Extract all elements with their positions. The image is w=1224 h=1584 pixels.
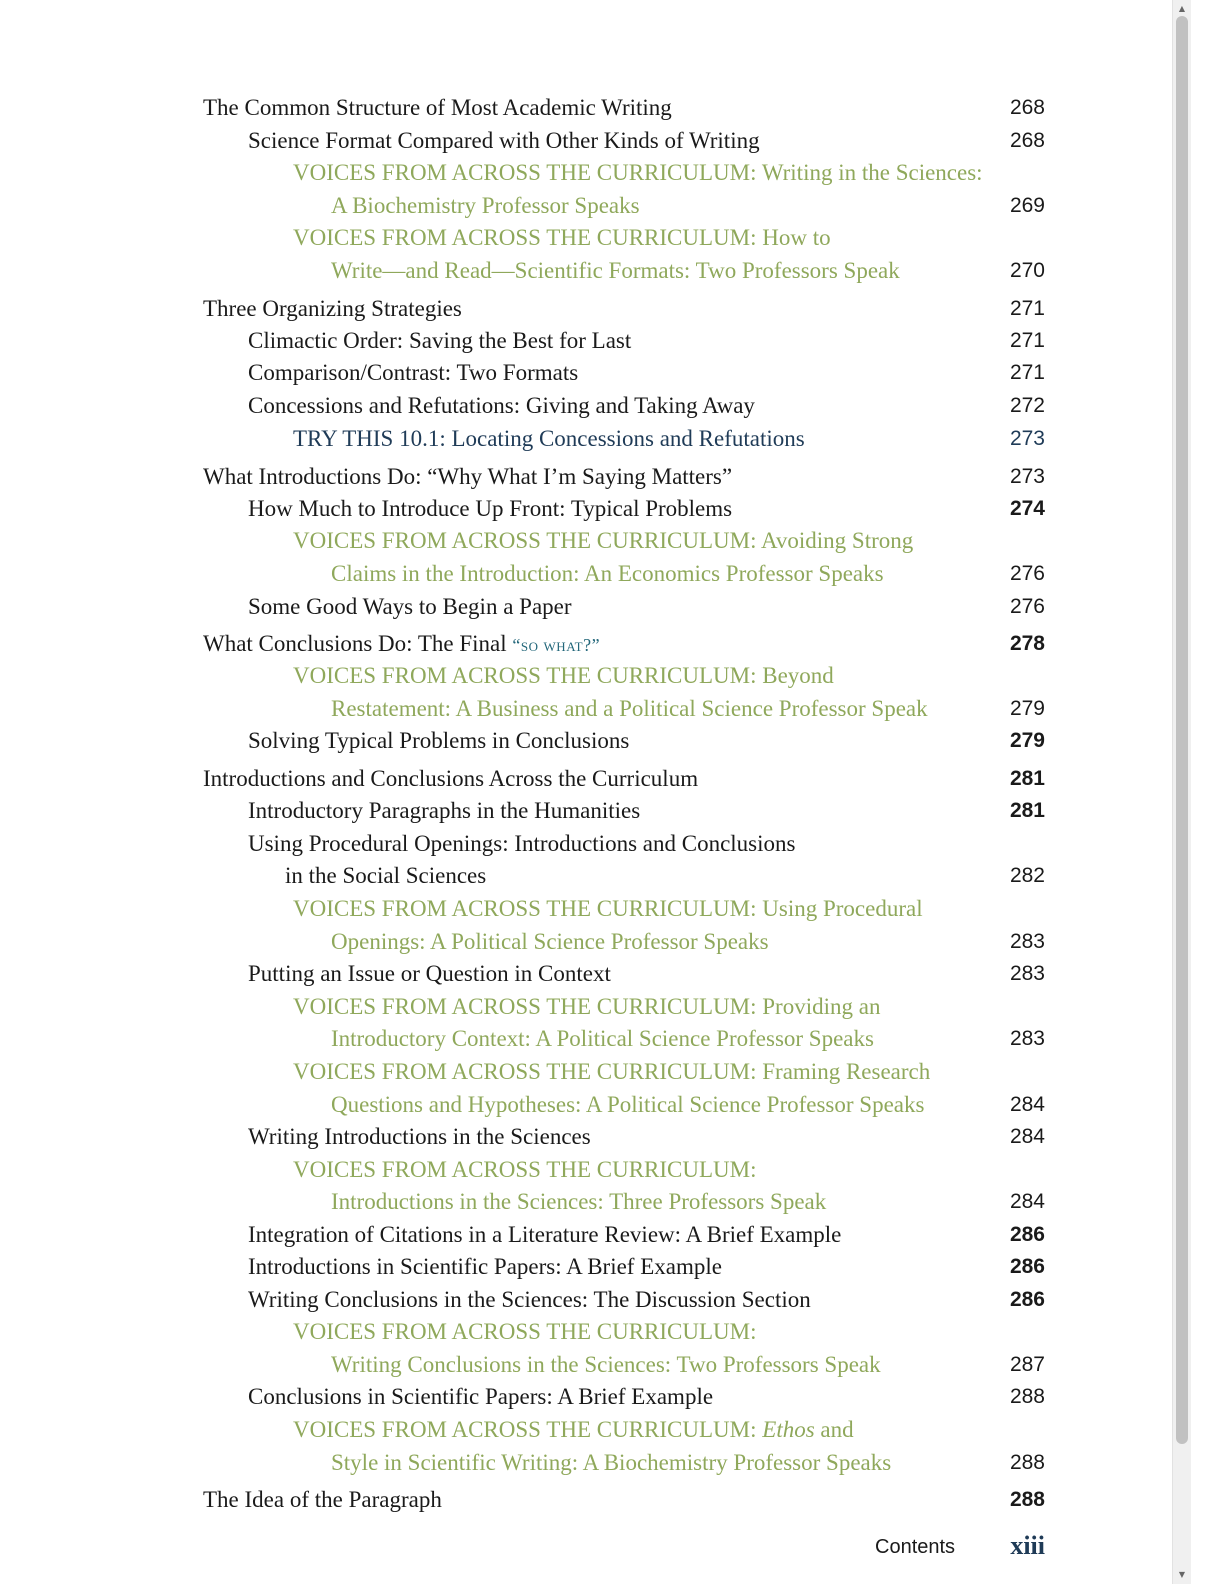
toc-entry-page: 281	[1009, 799, 1045, 822]
scrollbar-thumb[interactable]	[1176, 16, 1188, 1444]
toc-entry-title: VOICES FROM ACROSS THE CURRICULUM: Avoiding Strong	[293, 528, 914, 553]
ethos-italic: Ethos	[762, 1417, 815, 1442]
toc-entry-title: What Introductions Do: “Why What I’m Saying Matters”	[203, 464, 733, 489]
toc-entry-page: 271	[1009, 361, 1045, 384]
toc-entry-page: 276	[1009, 562, 1045, 585]
toc-entry-page: 288	[1009, 1385, 1045, 1408]
toc-entry-page: 274	[1009, 497, 1045, 520]
toc-entry-page: 269	[1009, 194, 1045, 217]
toc-entry-title: VOICES FROM ACROSS THE CURRICULUM: Beyond	[293, 663, 834, 688]
toc-entry-page: 288	[1009, 1451, 1045, 1474]
toc-entry-title: Concessions and Refutations: Giving and Taking Away	[248, 393, 755, 418]
toc-entry-title: in the Social Sciences	[285, 863, 487, 888]
toc-entry-title: VOICES FROM ACROSS THE CURRICULUM:	[293, 1319, 757, 1344]
toc-entry-title: Three Organizing Strategies	[203, 296, 462, 321]
toc-entry-page: 279	[1009, 729, 1045, 752]
toc-entry-page: 273	[1009, 427, 1045, 450]
toc-entry-page: 278	[1009, 632, 1045, 655]
toc-entry-title: VOICES FROM ACROSS THE CURRICULUM: How to	[293, 225, 831, 250]
toc-entry-title: Comparison/Contrast: Two Formats	[248, 360, 579, 385]
toc-entry-title: The Common Structure of Most Academic Writing	[203, 95, 672, 120]
vertical-scrollbar[interactable]	[1172, 0, 1191, 1584]
toc-entry-title: Restatement: A Business and a Political Science Professor Speak	[331, 696, 928, 721]
toc-entry-title: Questions and Hypotheses: A Political Science Professor Speaks	[331, 1092, 925, 1117]
toc-entry-title: Writing Conclusions in the Sciences: The Discussion Section	[248, 1287, 811, 1312]
toc-entry-page: 271	[1009, 297, 1045, 320]
running-footer-label: Contents	[875, 1536, 956, 1558]
toc-entry-page: 283	[1009, 930, 1045, 953]
scroll-down-arrow-icon[interactable]: ▼	[1178, 1570, 1186, 1579]
toc-entry-page: 287	[1009, 1353, 1045, 1376]
toc-entry-title: VOICES FROM ACROSS THE CURRICULUM: Providing an	[293, 994, 881, 1019]
toc-entry-title: VOICES FROM ACROSS THE CURRICULUM:	[293, 1157, 757, 1182]
toc-entry-title: The Idea of the Paragraph	[203, 1487, 442, 1512]
so-what-accent: “so what?”	[512, 635, 601, 655]
toc-entry-title: Science Format Compared with Other Kinds of Writing	[248, 128, 760, 153]
toc-entry-title: VOICES FROM ACROSS THE CURRICULUM: Framing Research	[293, 1059, 931, 1084]
toc-entry-title: Introductory Paragraphs in the Humanities	[248, 798, 641, 823]
toc-entry-title: Write—and Read—Scientific Formats: Two Professors Speak	[331, 258, 900, 283]
toc-entry-page: 268	[1009, 96, 1045, 119]
toc-entry-page: 268	[1009, 129, 1045, 152]
toc-entry-title-text: VOICES FROM ACROSS THE CURRICULUM:	[293, 1417, 763, 1442]
toc-entry-title: Writing Conclusions in the Sciences: Two Professors Speak	[331, 1352, 881, 1377]
toc-entry-page: 282	[1009, 864, 1045, 887]
toc-entry-page: 286	[1009, 1223, 1045, 1246]
toc-entry-title: TRY THIS 10.1: Locating Concessions and Refutations	[293, 426, 805, 451]
scroll-up-arrow-icon[interactable]: ▲	[1178, 4, 1186, 13]
toc-entry-title	[203, 628, 600, 661]
page-number: xiii	[1010, 1531, 1045, 1560]
toc-entry-title: VOICES FROM ACROSS THE CURRICULUM: Writing in the Sciences:	[293, 160, 983, 185]
toc-entry-page: 286	[1009, 1288, 1045, 1311]
toc-entry-page: 283	[1009, 1027, 1045, 1050]
toc-entry-page: 288	[1009, 1488, 1045, 1511]
toc-entry-title: VOICES FROM ACROSS THE CURRICULUM: Using Procedural	[293, 896, 923, 921]
toc-entry-title: Using Procedural Openings: Introductions and Conclusions	[248, 831, 796, 856]
toc-entry-page: 270	[1009, 259, 1045, 282]
toc-entry-page: 284	[1009, 1125, 1045, 1148]
toc-entry-title	[293, 1414, 854, 1446]
toc-entry-title: A Biochemistry Professor Speaks	[331, 193, 640, 218]
toc-entry-page: 286	[1009, 1255, 1045, 1278]
toc-entry-title: Introductions in the Sciences: Three Professors Speak	[331, 1189, 827, 1214]
toc-entry-page: 284	[1009, 1093, 1045, 1116]
toc-entry-title: Climactic Order: Saving the Best for Last	[248, 328, 632, 353]
toc-entry-page: 273	[1009, 465, 1045, 488]
toc-entry-title: Style in Scientific Writing: A Biochemistry Professor Speaks	[331, 1450, 892, 1475]
toc-entry-title-text: What Conclusions Do: The Final	[203, 631, 513, 656]
toc-entry-page: 283	[1009, 962, 1045, 985]
toc-entry-title: Integration of Citations in a Literature Review: A Brief Example	[248, 1222, 842, 1247]
toc-entry-title: Putting an Issue or Question in Context	[248, 961, 611, 986]
toc-entry-title: How Much to Introduce Up Front: Typical Problems	[248, 496, 733, 521]
toc-entry-page: 284	[1009, 1190, 1045, 1213]
toc-entry-title: Openings: A Political Science Professor Speaks	[331, 929, 769, 954]
toc-entry-title: Introductions and Conclusions Across the Curriculum	[203, 766, 699, 791]
toc-entry-page: 272	[1009, 394, 1045, 417]
toc-entry-title: Claims in the Introduction: An Economics Professor Speaks	[331, 561, 884, 586]
toc-entry-page: 276	[1009, 595, 1045, 618]
toc-entry-title: Some Good Ways to Begin a Paper	[248, 594, 572, 619]
toc-entry-page: 281	[1009, 767, 1045, 790]
toc-entry-title: Writing Introductions in the Sciences	[248, 1124, 591, 1149]
toc-entry-title: Introductions in Scientific Papers: A Brief Example	[248, 1254, 722, 1279]
toc-entry-title: Introductory Context: A Political Science Professor Speaks	[331, 1026, 874, 1051]
toc-entry-title-after: and	[814, 1417, 854, 1442]
toc-entry-page: 279	[1009, 697, 1045, 720]
toc-entry-title: Conclusions in Scientific Papers: A Brief Example	[248, 1384, 714, 1409]
toc-entry-page: 271	[1009, 329, 1045, 352]
toc-entry-title: Solving Typical Problems in Conclusions	[248, 728, 630, 753]
